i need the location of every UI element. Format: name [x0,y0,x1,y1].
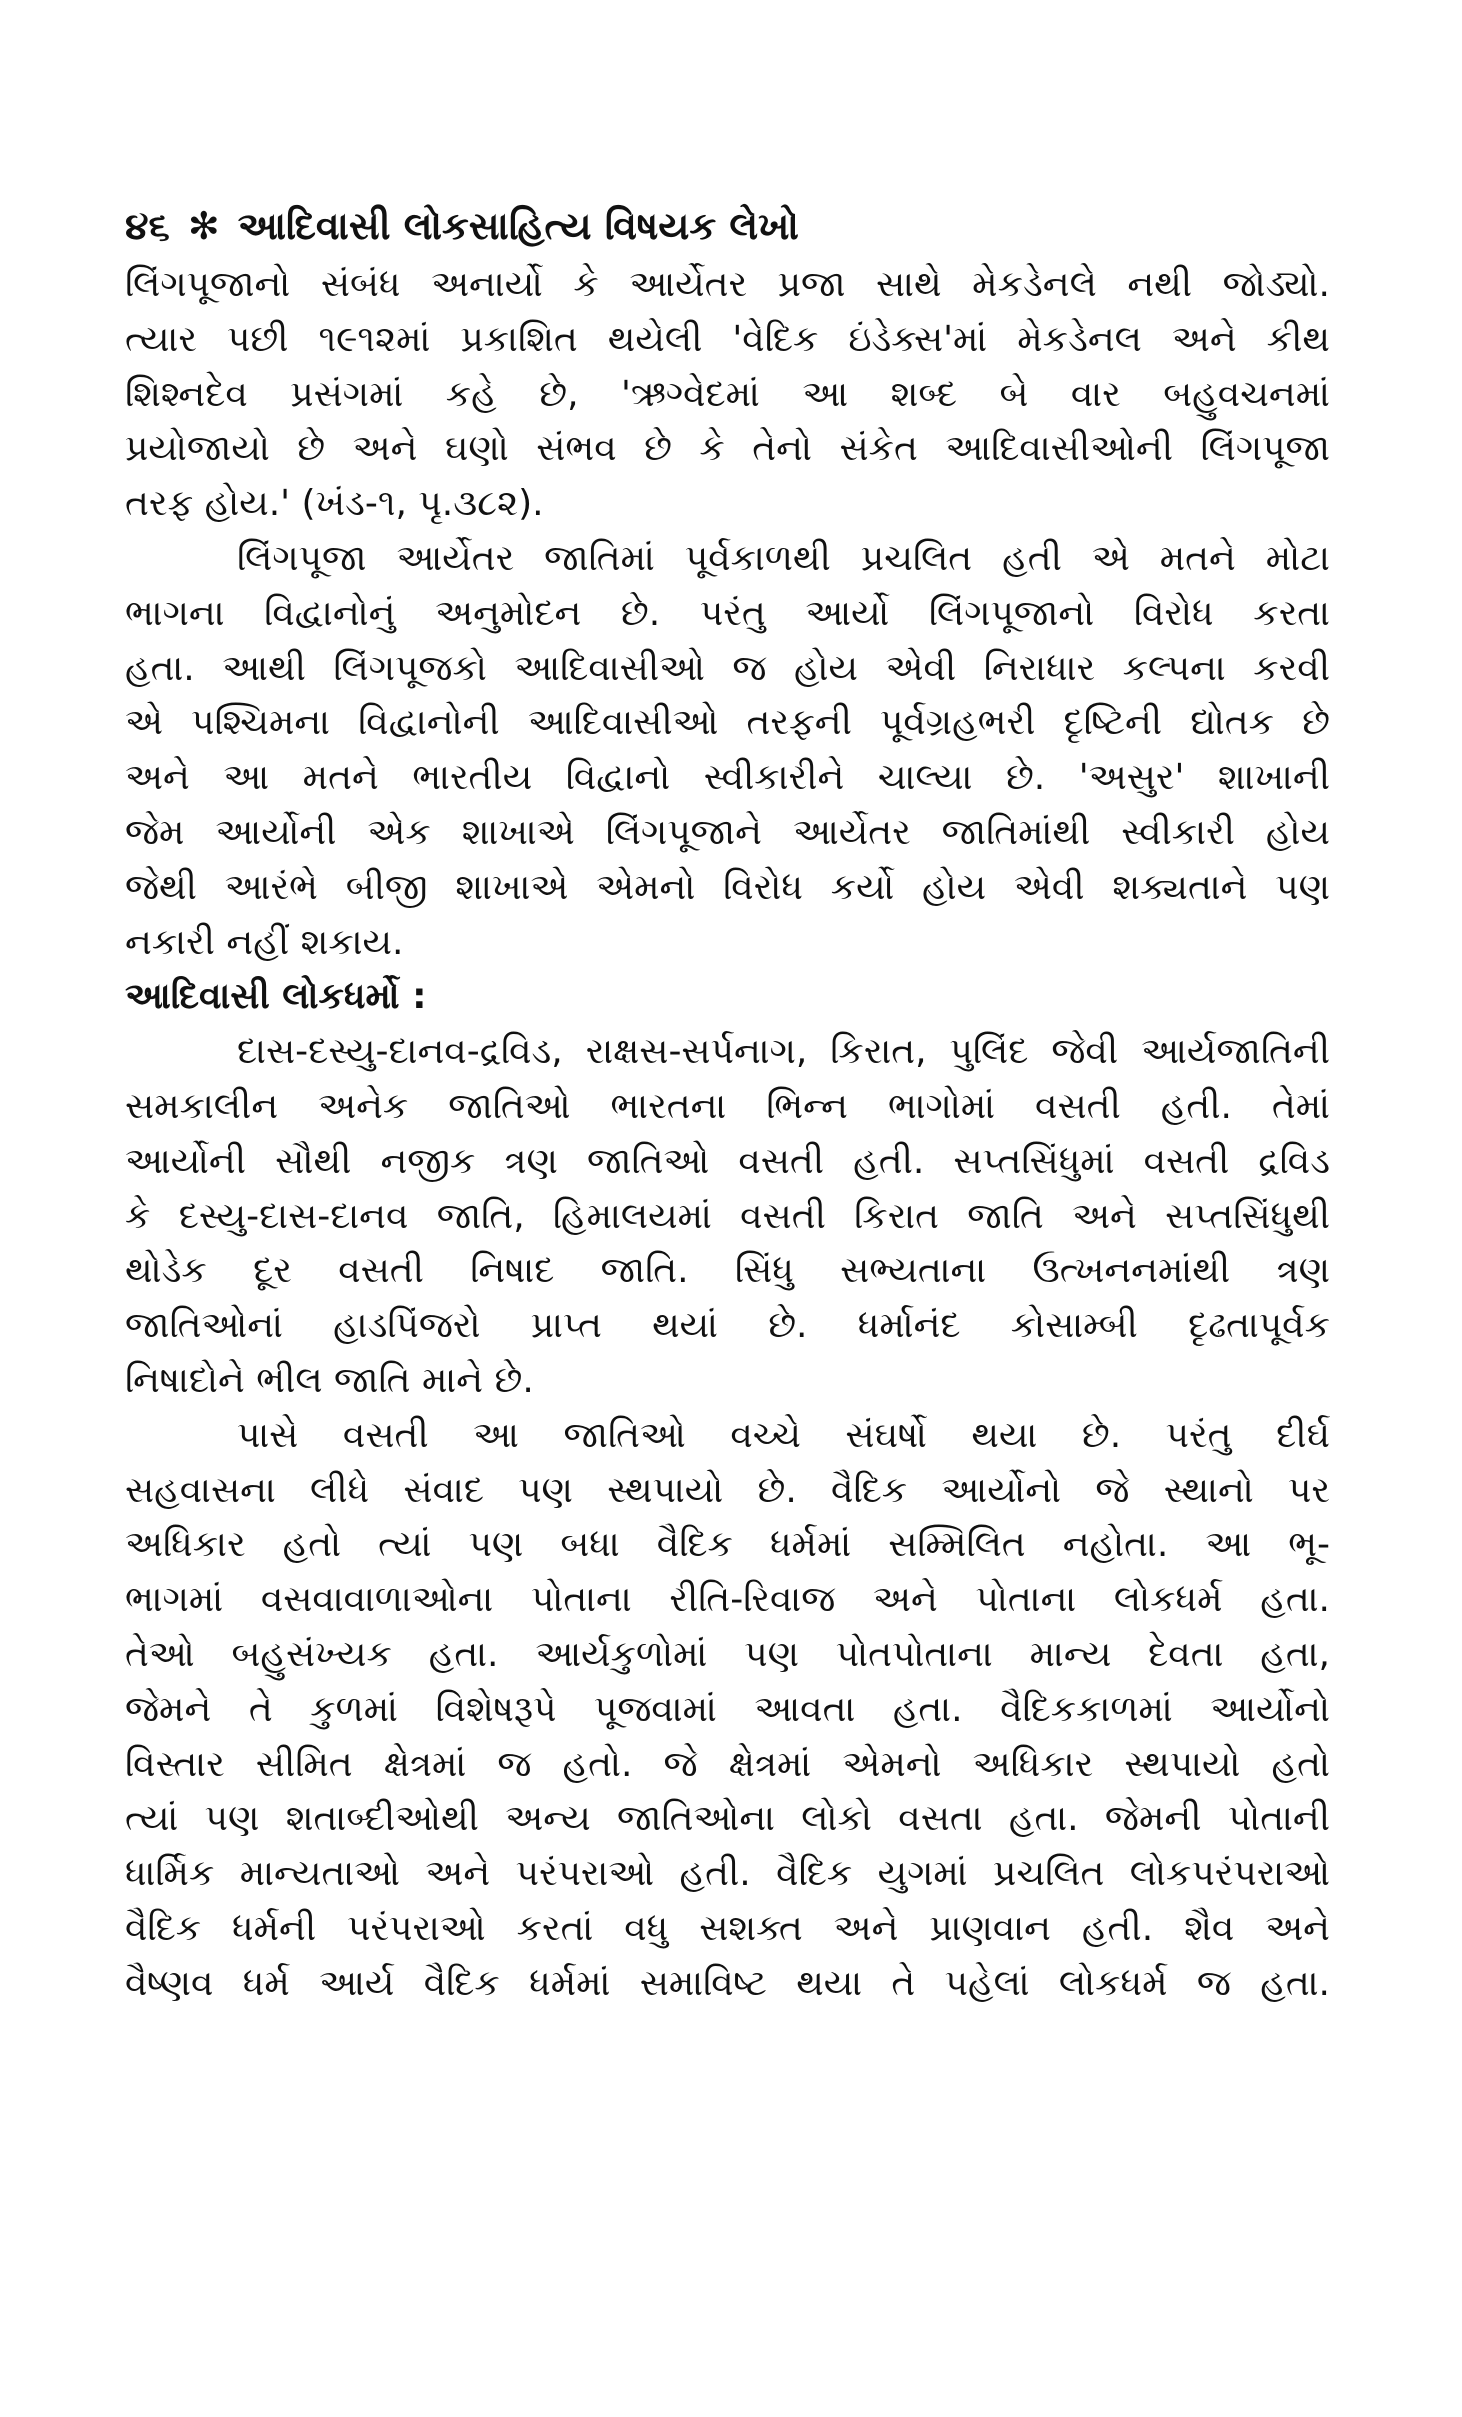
text-line: પ્રયોજાયો છે અને ઘણો સંભવ છે કે તેનો સંકેત આદિવાસીઓની લિંગપૂજા [125,428,1330,470]
text-line: જેમ આર્યોની એક શાખાએ લિંગપૂજાને આર્યેતર જાતિમાંથી સ્વીકારી હોય [125,811,1330,853]
text-line: ભાગમાં વસવાવાળાઓના પોતાના રીતિ-રિવાજ અને પોતાના લોકધર્મ હતા. [125,1579,1330,1621]
book-page [125,198,1330,2012]
body-text [125,258,1330,2012]
text-line: વૈષ્ણવ ધર્મ આર્ય વૈદિક ધર્મમાં સમાવિષ્ટ થયા તે પહેલાં લોકધર્મ જ હતા. [125,1962,1330,2004]
text-line: દાસ-દસ્યુ-દાનવ-દ્રવિડ, રાક્ષસ-સર્પનાગ, કિરાત, પુલિંદ જેવી આર્યજાતિની [237,1031,1330,1073]
text-line: શિશ્નદેવ પ્રસંગમાં કહે છે, 'ઋગ્વેદમાં આ શબ્દ બે વાર બહુવચનમાં [125,373,1330,415]
asterisk-separator-icon: ✻ [187,204,220,248]
text-line: અને આ મતને ભારતીય વિદ્વાનો સ્વીકારીને ચાલ્યા છે. 'અસુર' શાખાની [125,757,1330,799]
text-line: નિષાદોને ભીલ જાતિ માને છે. [125,1359,534,1401]
text-line: આર્યોની સૌથી નજીક ત્રણ જાતિઓ વસતી હતી. સપ્તસિંધુમાં વસતી દ્રવિડ [125,1140,1330,1182]
text-line: કે દસ્યુ-દાસ-દાનવ જાતિ, હિમાલયમાં વસતી કિરાત જાતિ અને સપ્તસિંધુથી [125,1195,1330,1237]
text-line: ભાગના વિદ્વાનોનું અનુમોદન છે. પરંતુ આર્યો લિંગપૂજાનો વિરોધ કરતા [125,592,1330,634]
text-line: ધાર્મિક માન્યતાઓ અને પરંપરાઓ હતી. વૈદિક યુગમાં પ્રચલિત લોકપરંપરાઓ [125,1853,1330,1895]
text-line: પાસે વસતી આ જાતિઓ વચ્ચે સંઘર્ષો થયા છે. પરંતુ દીર્ઘ [237,1414,1330,1456]
text-line: સમકાલીન અનેક જાતિઓ ભારતના ભિન્ન ભાગોમાં વસતી હતી. તેમાં [125,1085,1330,1127]
text-line: તરફ હોય.' (ખંડ-૧, પૃ.૩૮૨). [125,483,544,525]
text-line: એ પશ્ચિમના વિદ્વાનોની આદિવાસીઓ તરફની પૂર્વગ્રહભરી દૃષ્ટિની દ્યોતક છે [125,702,1330,744]
text-line: જાતિઓનાં હાડપિંજરો પ્રાપ્ત થયાં છે. ધર્માનંદ કોસામ્બી દૃઢતાપૂર્વક [125,1305,1330,1347]
text-line: તેઓ બહુસંખ્યક હતા. આર્યકુળોમાં પણ પોતપોતાના માન્ય દેવતા હતા, [125,1633,1330,1675]
text-line: વૈદિક ધર્મની પરંપરાઓ કરતાં વધુ સશક્ત અને પ્રાણવાન હતી. શૈવ અને [125,1907,1330,1949]
text-line: થોડેક દૂર વસતી નિષાદ જાતિ. સિંધુ સભ્યતાના ઉત્ખનનમાંથી ત્રણ [125,1250,1330,1292]
text-line: સહવાસના લીધે સંવાદ પણ સ્થપાયો છે. વૈદિક આર્યોનો જે સ્થાનો પર [125,1469,1330,1511]
running-header [125,198,1330,254]
book-title: આદિવાસી લોકસાહિત્ય વિષયક લેખો [237,204,799,248]
text-line: અધિકાર હતો ત્યાં પણ બધા વૈદિક ધર્મમાં સમ્મિલિત નહોતા. આ ભૂ- [125,1524,1330,1566]
text-line: જેથી આરંભે બીજી શાખાએ એમનો વિરોધ કર્યો હોય એવી શક્યતાને પણ [125,866,1330,908]
text-line: જેમને તે કુળમાં વિશેષરૂપે પૂજવામાં આવતા હતા. વૈદિકકાળમાં આર્યોનો [125,1688,1330,1730]
text-line: વિસ્તાર સીમિત ક્ષેત્રમાં જ હતો. જે ક્ષેત્રમાં એમનો અધિકાર સ્થપાયો હતો [125,1743,1330,1785]
text-line: હતા. આથી લિંગપૂજકો આદિવાસીઓ જ હોય એવી નિરાધાર કલ્પના કરવી [125,647,1330,689]
text-line: ત્યાં પણ શતાબ્દીઓથી અન્ય જાતિઓના લોકો વસતા હતા. જેમની પોતાની [125,1798,1330,1840]
page-number: ૪૬ [125,204,170,248]
section-heading: આદિવાસી લોકધર્મો : [125,976,427,1018]
text-line: નકારી નહીં શકાય. [125,921,404,963]
text-line: ત્યાર પછી ૧૯૧૨માં પ્રકાશિત થયેલી 'વેદિક ઇંડેક્સ'માં મેકડેનલ અને કીથ [125,318,1330,360]
text-line: લિંગપૂજાનો સંબંધ અનાર્યો કે આર્યેતર પ્રજા સાથે મેકડેનલે નથી જોડ્યો. [125,264,1330,305]
text-line: લિંગપૂજા આર્યેતર જાતિમાં પૂર્વકાળથી પ્રચલિત હતી એ મતને મોટા [237,537,1330,579]
